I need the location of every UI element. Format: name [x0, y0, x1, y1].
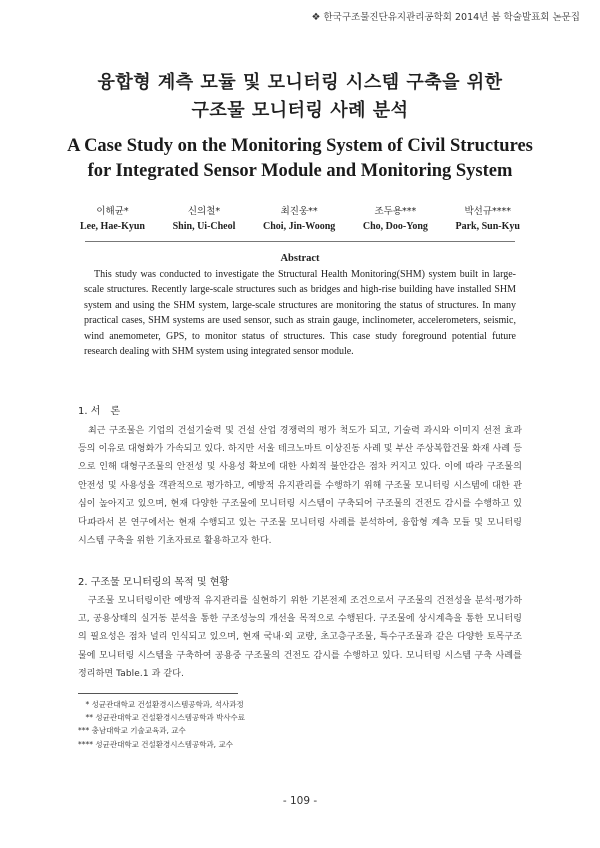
author-divider — [85, 241, 515, 242]
author-name-en: Cho, Doo-Yong — [362, 221, 428, 232]
author-name-ko: 박선규**** — [464, 206, 511, 217]
abstract-heading: Abstract — [280, 253, 320, 264]
footnote-divider — [78, 693, 238, 694]
section2-heading: 2. 구조물 모니터링의 목적 및 현황 — [78, 577, 230, 588]
abstract-text: This study was conducted to investigate the Structural Health Monitoring(SHM) system built in large-scale structures. Recently large-scale structures such as bridges and high-rise building have installed SHM system and using the SHM system, large-scale structures are monitoring the status of structures. In many practical cases, SHM systems are used sensor, such as strain gauge, inclinometer, accelerometers, seismic, wind anemometer, GPS, to monitor status of structures. This case study foreground potential future research dealing with SHM system using integrated sensor module. — [84, 269, 516, 358]
footnote: * 성균관대학교 건설환경시스템공학과, 석사과정 — [78, 700, 244, 709]
author — [173, 204, 236, 234]
running-header-text: 한국구조물진단유지관리공학회 2014년 봄 학술발표회 논문집 — [323, 12, 580, 23]
section1-paragraph2: 따라서 본 연구에서는 현재 수행되고 있는 구조물 모니터링 사례를 분석하여, 융합형 계측 모듈 및 모니터링 시스템 구축을 위한 기초자료로 활용하고자 한다. — [78, 518, 522, 547]
author — [363, 204, 428, 234]
page-number: - 109 - — [282, 795, 318, 807]
author — [80, 204, 145, 234]
author-name-en: Park, Sun-Kyu — [455, 221, 520, 232]
section1-paragraph1: 최근 구조물은 기업의 건설기술력 및 건설 산업 경쟁력의 평가 척도가 되고, 기술력 과시와 이미지 선전 효과 등의 이유로 대형화가 가속되고 있다. 하지만 서울 테크노마트 이상진동 사례 및 부산 주상복합건물 화재 사례 등으로 인해 대형구조물의 안전성 및 사용성 확보에 대한 사회적 불안감은 점차 커지고 있다. 이에 따라 구조물의 안전성 및 사용성을 객관적으로 평가하고, 예방적 유지관리를 수행하기 위해 구조물 모니터링 시스템에 대한 관심이 높아지고 있으며, 현재 다양한 구조물에 모니터링 시스템이 구축되어 구조물의 건전도 감시를 수행하고 있다. — [78, 426, 522, 528]
section1-heading: 1. 서 론 — [78, 406, 121, 417]
korean-title-line1: 융합형 계측 모듈 및 모니터링 시스템 구축을 위한 — [97, 72, 503, 93]
author-name-en: Choi, Jin-Woong — [263, 221, 336, 232]
diamond-bullet-icon: ❖ — [311, 12, 321, 23]
author-list — [80, 204, 520, 234]
author-name-en: Shin, Ui-Cheol — [172, 221, 236, 232]
author-name-ko: 이해균* — [96, 206, 129, 217]
korean-title-line2: 구조물 모니터링 사례 분석 — [191, 100, 409, 121]
footnote: **** 성균관대학교 건설환경시스템공학과, 교수 — [78, 739, 233, 749]
english-title-line1: A Case Study on the Monitoring System of Civil Structures — [67, 136, 533, 156]
author — [263, 204, 335, 234]
author — [456, 204, 520, 234]
author-name-ko: 최진웅** — [280, 206, 318, 217]
author-name-ko: 신의철* — [187, 206, 221, 217]
footnote: ** 성균관대학교 건설환경시스템공학과 박사수료 — [78, 713, 246, 723]
footnotes — [78, 698, 245, 751]
author-name-ko: 조두용*** — [374, 206, 417, 217]
running-header — [312, 9, 580, 23]
footnote: *** 충남대학교 기술교육과, 교수 — [78, 726, 186, 736]
english-title-line2: for Integrated Sensor Module and Monitoring System — [87, 161, 513, 181]
section2-paragraph1: 구조물 모니터링이란 예방적 유지관리를 실현하기 위한 기본전제 조건으로서 구조물의 건전성을 분석·평가하고, 공용상태의 실거동 분석을 통한 구조성능의 개선을 목적으로 수행된다. 구조물에 상시계측을 통한 모니터링의 필요성은 점차 널리 인식되고 있으며, 현재 국내·외 교량, 초고층구조물, 특수구조물과 같은 다양한 토목구조물에 모니터링 시스템을 구축하여 공용중 구조물의 건전도 감시를 수행하고 있다. 모니터링 시스템 구축 사례를 정리하면 Table.1 과 같다. — [78, 596, 522, 679]
author-name-en: Lee, Hae-Kyun — [80, 221, 145, 232]
